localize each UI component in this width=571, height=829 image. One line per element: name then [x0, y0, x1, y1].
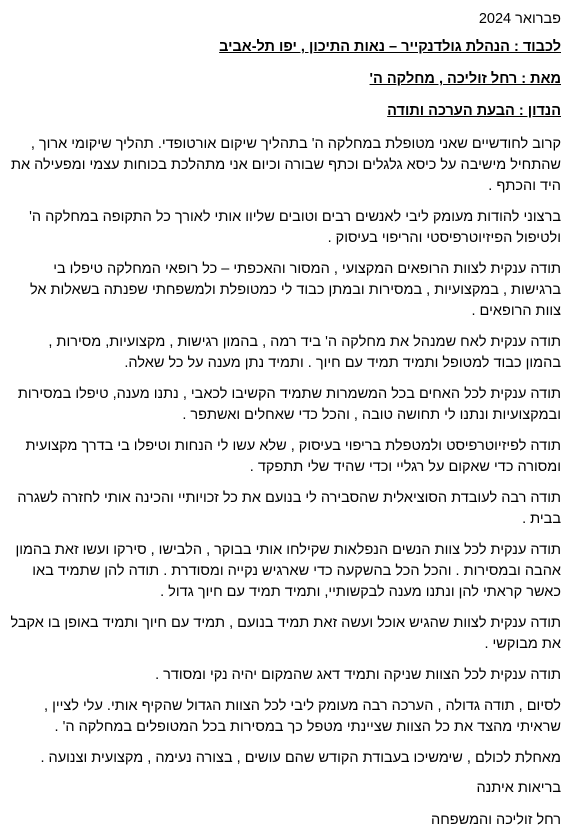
- paragraph-7: תודה רבה לעובדת הסוציאלית שהסבירה לי בנועם את כל זכויותיי והכינה אותי לחזרה לשגרה בבית .: [17, 490, 561, 527]
- paragraph-11: לסיום , תודה גדולה , הערכה רבה מעומק ליבי לכל הצוות הגדול שהקיף אותי. עלי לציין , שראיתי מהצד את כל הצוות שציינתי מטפל כך במסירות בכל המטופלים במחלקה ה' .: [44, 698, 561, 735]
- subject-line: הנדון : הבעת הערכה ותודה: [387, 103, 561, 119]
- paragraph-3: תודה ענקית לצוות הרופאים המקצועי , המסור והאכפתי – כל רופאי המחלקה טיפלו בי ברגישות , במקצועיות , במסירות ובמתן כבוד לי כמטופלת ולמשפחתי שפנתה בשאלות אל צוות הרופאים .: [29, 261, 561, 319]
- paragraph-9: תודה ענקית לצוות שהגיש אוכל ועשה זאת תמיד בנועם , תמיד עם חיוך ותמיד באופן בו אקבל את מבוקשי .: [10, 615, 561, 652]
- paragraph-5: תודה ענקית לכל האחים בכל המשמרות שתמיד הקשיבו לכאבי , נתנו מענה, טיפלו במסירות ובמקצועיות ונתנו לי תחושה טובה , והכל כדי שאחלים ואשתפר .: [17, 386, 561, 423]
- paragraph-10: תודה ענקית לכל הצוות שניקה ותמיד דאג שהמקום יהיה נקי ומסודר .: [155, 667, 561, 683]
- paragraph-1: קרוב לחודשיים שאני מטופלת במחלקה ה' בתהליך שיקום אורטופדי. תהליך שיקומי ארוך , שהתחיל מישיבה על כיסא גלגלים וכתף שבורה וכיום אני מתהלכת בכוחות עצמי ומפעילה את היד והכתף .: [10, 136, 561, 194]
- paragraph-12: מאחלת לכולם , שימשיכו בעבודת הקודש שהם עושים , בצורה נעימה , מקצועית וצנועה .: [40, 750, 561, 766]
- recipient-line: לכבוד : הנהלת גולדנקייר – נאות התיכון , יפו תל-אביב: [219, 39, 561, 55]
- paragraph-2: ברצוני להודות מעומק ליבי לאנשים רבים וטובים שליוו אותי לאורך כל התקופה במחלקה ה' ולטיפול הפיזיוטרפיסטי והריפוי בעיסוק .: [29, 209, 561, 246]
- paragraph-6: תודה לפיזיוטרפיסט ולמטפלת בריפוי בעיסוק , שלא עשו לי הנחות וטיפלו בי בדרך מקצועית ומסורה כדי שאקום על רגליי וכדי שהיד שלי תתפקד .: [25, 438, 561, 475]
- sender-line: מאת : רחל זוליכה , מחלקה ה': [369, 71, 561, 87]
- paragraph-8: תודה ענקית לכל צוות הנשים הנפלאות שקילחו אותי בבוקר , הלבישו , סירקו ועשו זאת בהמון אהבה ובמסירות . והכל הכל בהשקעה כדי שארגיש נקייה ומסודרת . תודה להן שתמיד באו כאשר קראתי להן ונתנו מענה לבקשותיי, ותמיד תמיד עם חיוך גדול .: [15, 542, 561, 600]
- letter-date: פברואר 2024: [478, 11, 561, 27]
- closing-greeting: בריאות איתנה: [476, 780, 561, 796]
- signature: רחל זוליכה והמשפחה: [431, 812, 561, 828]
- paragraph-4: תודה ענקית לאח שמנהל את מחלקה ה' ביד רמה , בהמון רגישות , מקצועיות, מסירות , בהמון כבוד למטופל ותמיד תמיד עם חיוך . ותמיד נתן מענה על כל שאלה.: [48, 334, 561, 371]
